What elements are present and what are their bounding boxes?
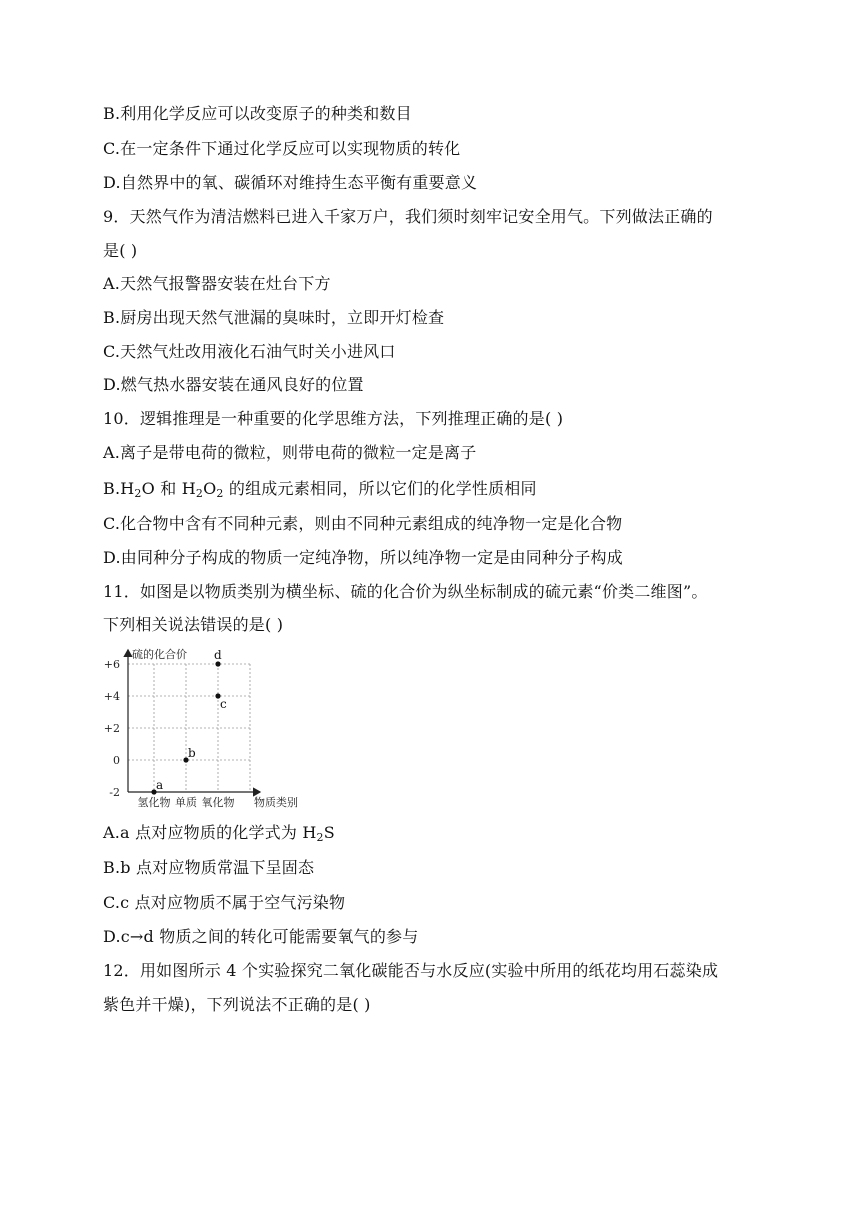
x-category-label: 单质	[175, 796, 197, 809]
y-tick-label: -2	[109, 786, 120, 799]
formula-h2s-h: H	[302, 823, 317, 842]
formula-h2o2-sub1: 2	[195, 487, 204, 500]
q11-option-c: C.c 点对应物质不属于空气污染物	[103, 893, 346, 912]
formula-h2o2-sub2: 2	[216, 487, 224, 500]
formula-h2o-h: H	[120, 479, 135, 498]
q10-option-a: A.离子是带电荷的微粒，则带电荷的微粒一定是离子	[103, 443, 477, 462]
formula-h2s	[302, 823, 335, 842]
q11-option-d: D.c→d 物质之间的转化可能需要氧气的参与	[103, 927, 419, 946]
x-category-label: 氢化物	[137, 796, 171, 809]
data-point-label: b	[188, 746, 196, 760]
q12-stem-line1: 12．用如图所示 4 个实验探究二氧化碳能否与水反应(实验中所用的纸花均用石蕊染成	[103, 961, 719, 980]
q9-stem-line1: 9．天然气作为清洁燃料已进入千家万户，我们须时刻牢记安全用气。下列做法正确的	[103, 207, 713, 226]
q9-stem-line2: 是( )	[103, 241, 138, 260]
q9-option-b: B.厨房出现天然气泄漏的臭味时，立即开灯检查	[103, 308, 445, 327]
data-point-label: d	[214, 648, 222, 662]
formula-h2s-sub: 2	[316, 831, 324, 844]
x-category-label: 氧化物	[201, 796, 235, 809]
y-tick-label: 0	[113, 754, 120, 767]
formula-h2o-o: O	[141, 479, 155, 498]
formula-h2o-sub: 2	[134, 487, 142, 500]
q8-option-b: B.利用化学反应可以改变原子的种类和数目	[103, 104, 412, 123]
y-tick-label: +6	[103, 658, 120, 671]
q11-stem-line1: 11．如图是以物质类别为横坐标、硫的化合价为纵坐标制成的硫元素“价类二维图”。	[103, 582, 708, 601]
q11-option-a	[103, 823, 335, 843]
chart-points	[151, 648, 227, 795]
sulfur-valence-chart	[100, 644, 320, 812]
q9-option-a: A.天然气报警器安装在灶台下方	[103, 274, 331, 293]
q11-option-b: B.b 点对应物质常温下呈固态	[103, 858, 315, 877]
q10-option-b	[103, 479, 537, 499]
data-point-d	[215, 661, 220, 666]
y-tick-label: +4	[103, 690, 120, 703]
q8-option-c: C.在一定条件下通过化学反应可以实现物质的转化	[103, 139, 461, 158]
q12-stem-line2: 紫色并干燥)，下列说法不正确的是( )	[103, 995, 371, 1014]
formula-h2o2-o: O	[203, 479, 217, 498]
formula-h2o2-h: H	[181, 479, 196, 498]
data-point-label: c	[220, 697, 227, 711]
formula-h2o	[120, 479, 155, 498]
q11-option-a-prefix: A.a 点对应物质的化学式为	[103, 823, 303, 842]
x-category-labels	[138, 795, 235, 809]
q10-option-b-mid: 和	[154, 479, 182, 498]
formula-h2s-s: S	[323, 823, 335, 842]
chart-grid	[128, 664, 250, 792]
q10-option-b-suffix: 的组成元素相同，所以它们的化学性质相同	[223, 479, 537, 498]
data-point-label: a	[156, 778, 164, 792]
q10-option-b-prefix: B.	[103, 479, 121, 498]
q9-option-d: D.燃气热水器安装在通风良好的位置	[103, 375, 364, 394]
y-tick-labels	[104, 658, 120, 799]
q11-stem-line2: 下列相关说法错误的是( )	[103, 615, 284, 634]
y-tick-label: +2	[103, 722, 120, 735]
y-axis-label: 硫的化合价	[132, 648, 187, 661]
q10-option-c: C.化合物中含有不同种元素，则由不同种元素组成的纯净物一定是化合物	[103, 514, 623, 533]
q9-option-c: C.天然气灶改用液化石油气时关小进风口	[103, 342, 396, 361]
q10-option-d: D.由同种分子构成的物质一定纯净物，所以纯净物一定是由同种分子构成	[103, 548, 623, 567]
formula-h2o2	[182, 479, 224, 498]
q10-stem: 10．逻辑推理是一种重要的化学思维方法，下列推理正确的是( )	[103, 409, 564, 428]
x-axis-label: 物质类别	[254, 796, 298, 809]
q8-option-d: D.自然界中的氧、碳循环对维持生态平衡有重要意义	[103, 173, 478, 192]
